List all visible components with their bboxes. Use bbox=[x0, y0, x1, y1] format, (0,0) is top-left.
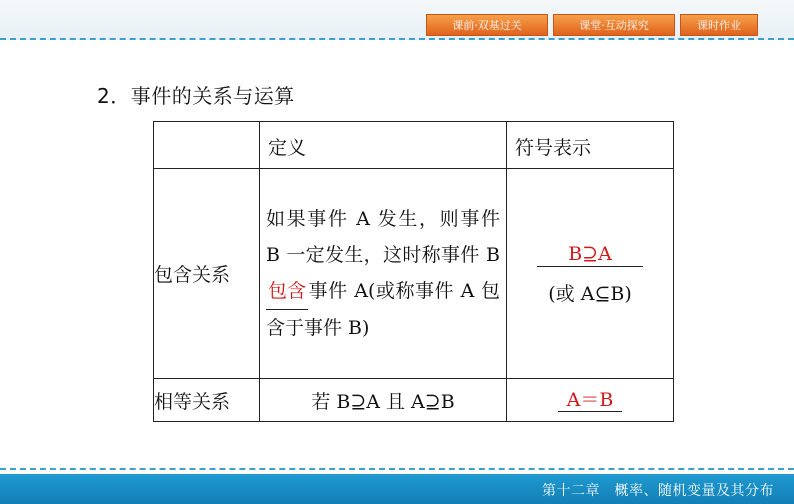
section-heading: 2．事件的关系与运算 bbox=[97, 84, 295, 108]
table-row bbox=[154, 169, 674, 379]
relation-definition: 若 B⊇A 且 A⊇B bbox=[260, 379, 507, 422]
nav-homework-button[interactable]: 课时作业 bbox=[680, 14, 758, 36]
table-row bbox=[154, 379, 674, 422]
header-cell-definition: 定义 bbox=[260, 122, 507, 169]
symbol-answer-blank: A＝B bbox=[558, 389, 622, 412]
footer-bar bbox=[0, 474, 794, 504]
relation-name: 相等关系 bbox=[154, 379, 260, 422]
bottom-divider bbox=[0, 468, 794, 470]
nav-pre-class-button[interactable]: 课前·双基过关 bbox=[426, 14, 548, 36]
symbol-note: (或 A⊆B) bbox=[548, 282, 632, 305]
relation-symbol bbox=[507, 169, 674, 379]
chapter-title: 第十二章 概率、随机变量及其分布 bbox=[542, 483, 774, 499]
table-header-row bbox=[154, 122, 674, 169]
symbol-answer-blank: B⊇A bbox=[537, 242, 643, 267]
definition-answer-blank: 包含 bbox=[266, 273, 308, 310]
relation-symbol bbox=[507, 379, 674, 422]
relation-definition bbox=[260, 169, 507, 379]
definition-text: 如果事件 A 发生，则事件 B 一定发生，这时称事件 B bbox=[266, 208, 500, 266]
definition-text: 事件 A(或称事件 A 包含于事件 B) bbox=[266, 280, 500, 339]
top-divider bbox=[0, 38, 794, 40]
header-cell-symbol: 符号表示 bbox=[507, 122, 674, 169]
nav-in-class-button[interactable]: 课堂·互动探究 bbox=[553, 14, 675, 36]
relation-name: 包含关系 bbox=[154, 169, 260, 379]
event-relations-table bbox=[153, 121, 674, 422]
header-cell-empty bbox=[154, 122, 260, 169]
